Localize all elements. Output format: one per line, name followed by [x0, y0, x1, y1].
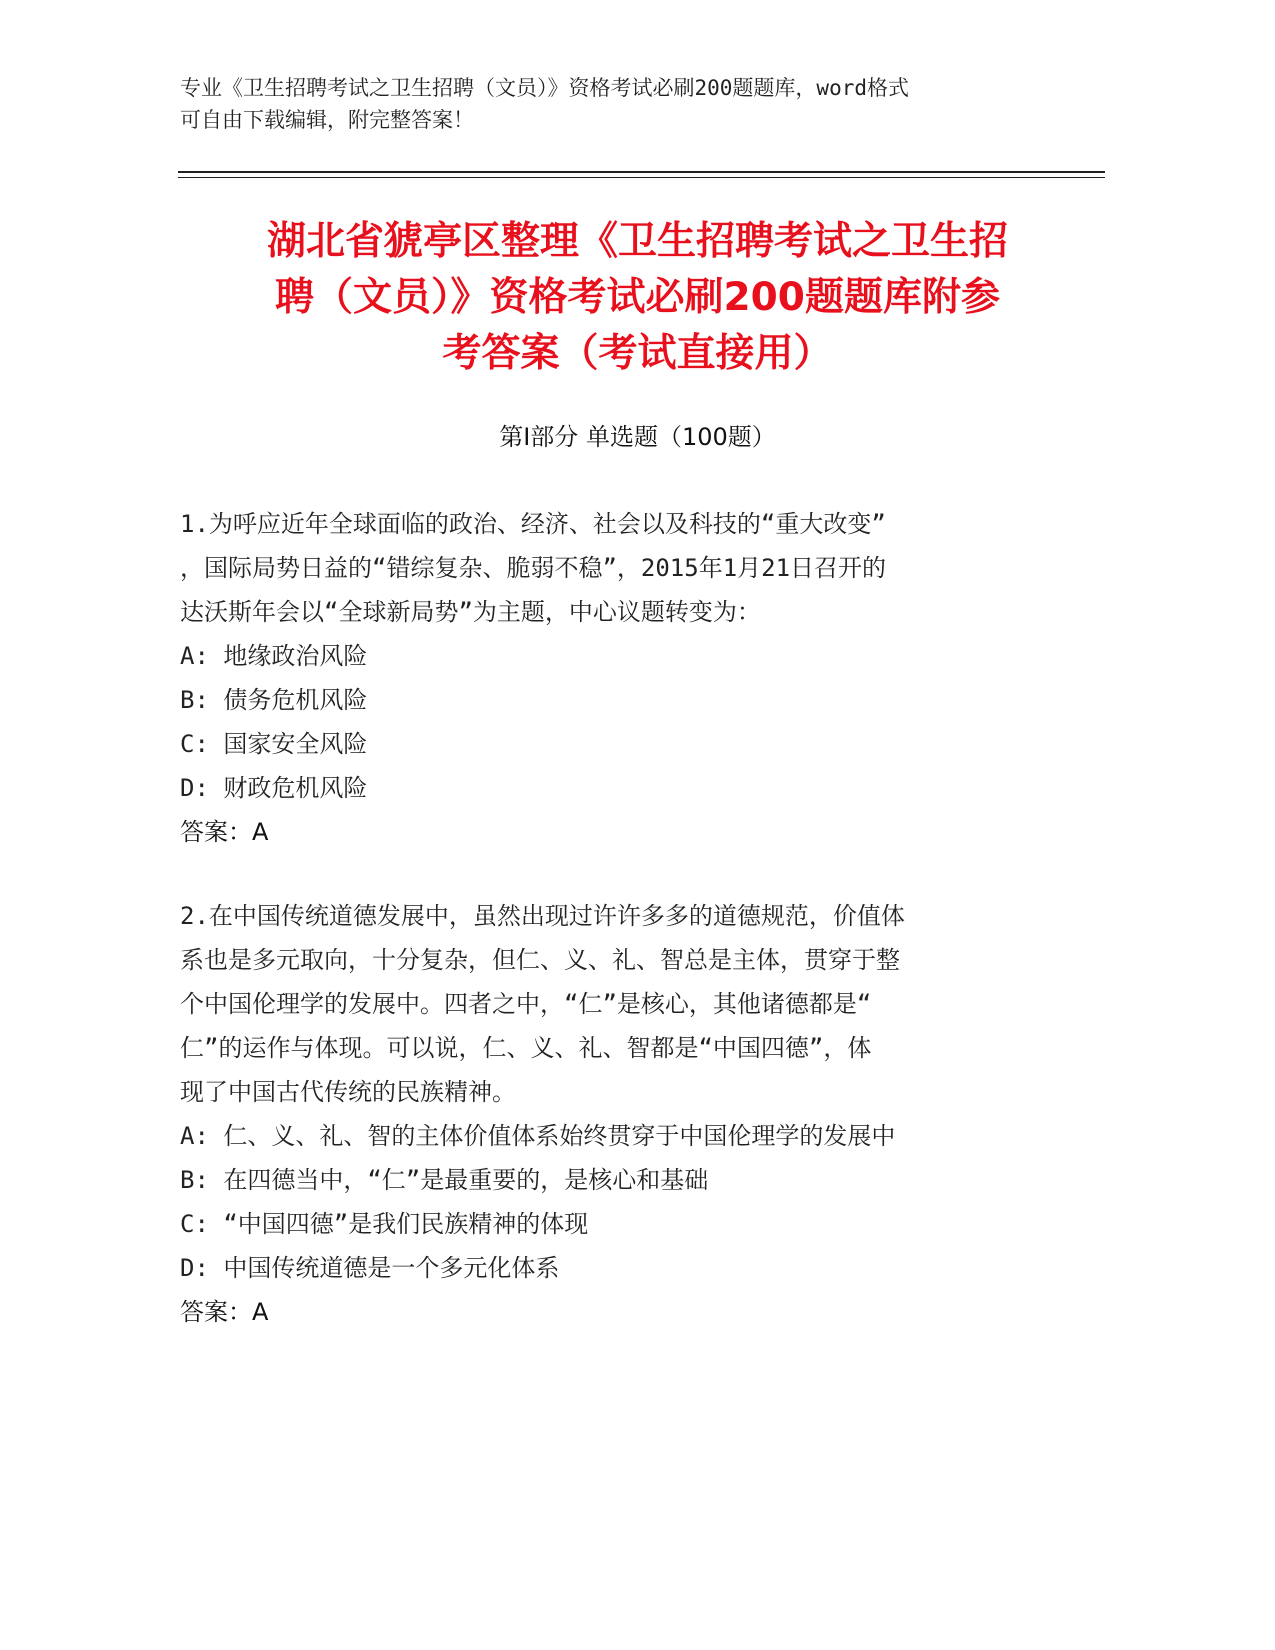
header-note-line: 专业《卫生招聘考试之卫生招聘（文员）》资格考试必刷200题题库，word格式	[180, 76, 909, 100]
answer-line: 答案：A	[180, 818, 269, 846]
option-b: B: 债务危机风险	[180, 686, 368, 714]
option-a: A: 地缘政治风险	[180, 642, 368, 670]
title-line: 聘（文员）》资格考试必刷200题题库附参	[275, 275, 1000, 320]
option-b: B: 在四德当中，“仁”是最重要的，是核心和基础	[180, 1166, 709, 1194]
option-c: C: “中国四德”是我们民族精神的体现	[180, 1210, 589, 1238]
question-block	[180, 502, 1040, 854]
question-stem-line: 个中国伦理学的发展中。四者之中，“仁”是核心，其他诸德都是“	[180, 990, 872, 1018]
question-stem-line: ，国际局势日益的“错综复杂、脆弱不稳”，2015年1月21日召开的	[180, 554, 887, 582]
title-line: 湖北省猇亭区整理《卫生招聘考试之卫生招	[266, 219, 1008, 264]
question-block	[180, 894, 1040, 1334]
answer-line: 答案：A	[180, 1298, 269, 1326]
option-d: D: 财政危机风险	[180, 774, 368, 802]
header-divider-thick	[178, 171, 1105, 173]
option-d: D: 中国传统道德是一个多元化体系	[180, 1254, 560, 1282]
question-stem-line: 达沃斯年会以“全球新局势”为主题，中心议题转变为：	[180, 598, 761, 626]
option-c: C: 国家安全风险	[180, 730, 368, 758]
title-line: 考答案（考试直接用）	[442, 331, 833, 376]
question-stem-line: 现了中国古代传统的民族精神。	[180, 1078, 516, 1106]
question-stem-line: 2.在中国传统道德发展中，虽然出现过许许多多的道德规范，价值体	[180, 902, 905, 930]
section-heading: 第Ⅰ部分 单选题（100题）	[499, 423, 776, 451]
question-stem-line: 系也是多元取向，十分复杂，但仁、义、礼、智总是主体，贯穿于整	[180, 946, 900, 974]
document-title	[150, 214, 1125, 382]
question-stem-line: 1.为呼应近年全球面临的政治、经济、社会以及科技的“重大改变”	[180, 510, 886, 538]
header-divider-thin	[178, 177, 1105, 178]
option-a: A: 仁、义、礼、智的主体价值体系始终贯穿于中国伦理学的发展中	[180, 1122, 896, 1150]
question-stem-line: 仁”的运作与体现。可以说，仁、义、礼、智都是“中国四德”，体	[180, 1034, 872, 1062]
header-note-line: 可自由下载编辑，附完整答案！	[180, 108, 474, 132]
header-note	[180, 72, 1040, 136]
